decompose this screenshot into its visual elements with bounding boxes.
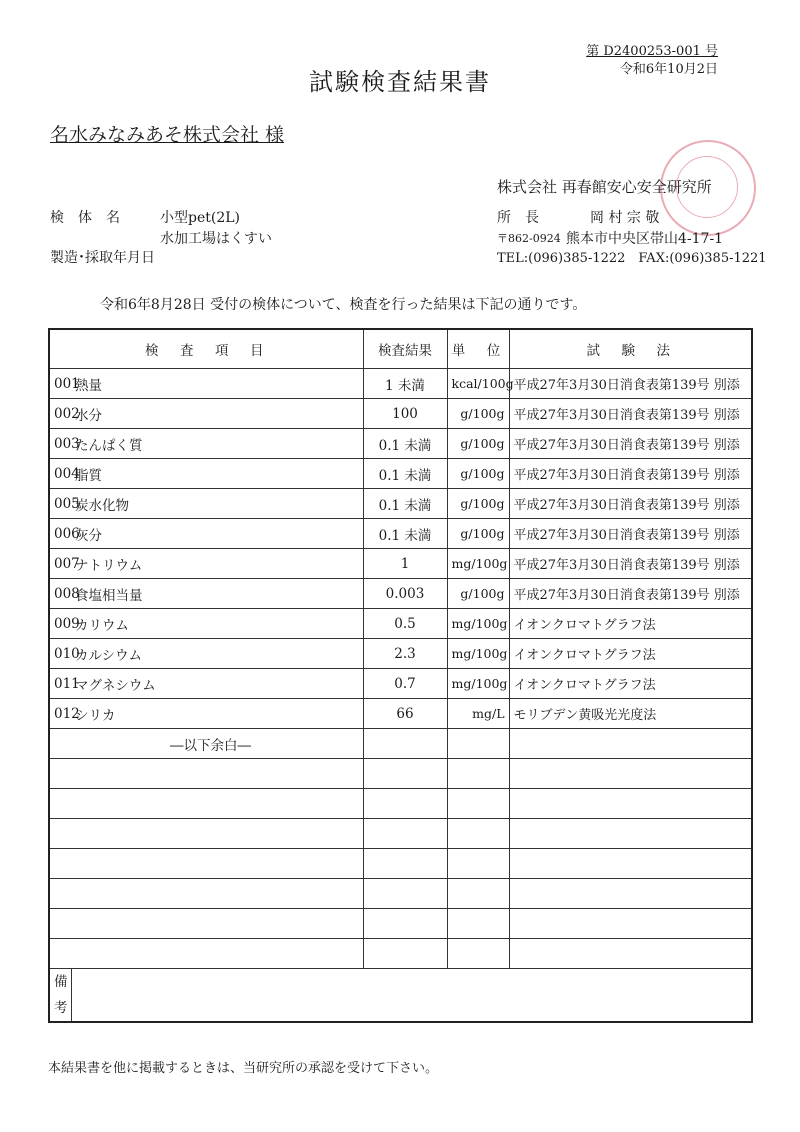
blank-row: [49, 939, 752, 969]
row-result: 0.7: [363, 669, 447, 699]
row-result: 2.3: [363, 639, 447, 669]
blank-row: [49, 819, 752, 849]
blank-row: [49, 789, 752, 819]
end-marker-row: [49, 729, 752, 759]
row-item: 灰分: [71, 519, 363, 549]
row-method: 平成27年3月30日消食表第139号 別添: [509, 399, 752, 429]
empty-cell: [363, 879, 447, 909]
empty-cell: [509, 939, 752, 969]
empty-cell: [447, 759, 509, 789]
row-unit: g/100g: [447, 459, 509, 489]
table-row: [49, 459, 752, 489]
header-unit: 単 位: [447, 329, 509, 369]
lab-phone-fax: TEL:(096)385-1222 FAX:(096)385-1221: [497, 251, 767, 266]
empty-cell: [363, 909, 447, 939]
row-unit: mg/100g: [447, 669, 509, 699]
row-unit: mg/100g: [447, 609, 509, 639]
empty-cell: [363, 729, 447, 759]
empty-cell: [447, 849, 509, 879]
empty-cell: [363, 819, 447, 849]
document-number: 第 D2400253-001 号: [586, 44, 718, 59]
row-number: 004: [49, 459, 71, 489]
row-method: 平成27年3月30日消食表第139号 別添: [509, 489, 752, 519]
lab-director-label: 所 長: [497, 210, 539, 226]
row-method: イオンクロマトグラフ法: [509, 669, 752, 699]
row-number: 001: [49, 369, 71, 399]
table-row: [49, 369, 752, 399]
row-unit: mg/100g: [447, 549, 509, 579]
empty-cell: [509, 759, 752, 789]
remarks-content: [71, 969, 752, 1023]
intro-text: 令和6年8月28日 受付の検体について、検査を行った結果は下記の通りです。: [100, 297, 587, 313]
row-number: 008: [49, 579, 71, 609]
row-number: 005: [49, 489, 71, 519]
row-result: 0.003: [363, 579, 447, 609]
row-result: 0.5: [363, 609, 447, 639]
empty-cell: [509, 909, 752, 939]
row-unit: mg/L: [447, 699, 509, 729]
table-row: [49, 429, 752, 459]
row-number: 002: [49, 399, 71, 429]
header-item: 検 査 項 目: [49, 329, 363, 369]
table-row: [49, 519, 752, 549]
row-number: 009: [49, 609, 71, 639]
row-number: 010: [49, 639, 71, 669]
empty-cell: [447, 939, 509, 969]
row-unit: mg/100g: [447, 639, 509, 669]
row-result: 0.1 未満: [363, 519, 447, 549]
empty-cell: [363, 849, 447, 879]
row-item: たんぱく質: [71, 429, 363, 459]
empty-cell: [363, 789, 447, 819]
table-row: [49, 699, 752, 729]
row-method: 平成27年3月30日消食表第139号 別添: [509, 459, 752, 489]
row-item: マグネシウム: [71, 669, 363, 699]
row-method: モリブデン黄吸光光度法: [509, 699, 752, 729]
row-result: 66: [363, 699, 447, 729]
row-number: 011: [49, 669, 71, 699]
table-header-row: [49, 329, 752, 369]
end-marker: ―以下余白―: [49, 729, 363, 759]
empty-cell: [49, 879, 363, 909]
table-row: [49, 669, 752, 699]
row-result: 100: [363, 399, 447, 429]
blank-row: [49, 909, 752, 939]
table-row: [49, 609, 752, 639]
production-date-label: 製造･採取年月日: [50, 250, 155, 266]
row-method: イオンクロマトグラフ法: [509, 609, 752, 639]
row-item: 脂質: [71, 459, 363, 489]
sample-name-label: 検 体 名: [50, 210, 120, 226]
blank-row: [49, 879, 752, 909]
row-unit: g/100g: [447, 399, 509, 429]
row-item: 食塩相当量: [71, 579, 363, 609]
row-number: 012: [49, 699, 71, 729]
row-result: 1 未満: [363, 369, 447, 399]
remarks-label: 備 考: [49, 969, 71, 1023]
row-item: 熱量: [71, 369, 363, 399]
empty-cell: [49, 909, 363, 939]
row-item: 水分: [71, 399, 363, 429]
empty-cell: [49, 759, 363, 789]
row-result: 0.1 未満: [363, 459, 447, 489]
table-row: [49, 639, 752, 669]
lab-name: 株式会社 再春館安心安全研究所: [497, 178, 712, 196]
header-method: 試 験 法: [509, 329, 752, 369]
lab-director-name: 岡 村 宗 敬: [590, 210, 660, 226]
row-number: 007: [49, 549, 71, 579]
row-result: 0.1 未満: [363, 489, 447, 519]
remarks-row: [49, 969, 752, 1023]
page-title: 試験検査結果書: [309, 68, 491, 96]
row-method: 平成27年3月30日消食表第139号 別添: [509, 549, 752, 579]
row-unit: g/100g: [447, 429, 509, 459]
blank-row: [49, 759, 752, 789]
empty-cell: [509, 819, 752, 849]
row-item: シリカ: [71, 699, 363, 729]
row-unit: g/100g: [447, 579, 509, 609]
table-row: [49, 489, 752, 519]
row-unit: g/100g: [447, 519, 509, 549]
client-name: [50, 120, 284, 147]
empty-cell: [447, 729, 509, 759]
row-item: カリウム: [71, 609, 363, 639]
document-date: 令和6年10月2日: [619, 62, 718, 77]
empty-cell: [363, 759, 447, 789]
row-result: 1: [363, 549, 447, 579]
row-number: 006: [49, 519, 71, 549]
empty-cell: [49, 849, 363, 879]
table-row: [49, 579, 752, 609]
header-result: 検査結果: [363, 329, 447, 369]
row-result: 0.1 未満: [363, 429, 447, 459]
empty-cell: [49, 819, 363, 849]
sample-source: 水加工場はくすい: [160, 231, 272, 247]
empty-cell: [49, 789, 363, 819]
empty-cell: [447, 879, 509, 909]
empty-cell: [509, 879, 752, 909]
lab-address: 熊本市中央区帯山4-17-1: [566, 231, 724, 247]
lab-postal-code: 〒862-0924: [497, 232, 561, 245]
empty-cell: [363, 939, 447, 969]
empty-cell: [447, 909, 509, 939]
row-item: 炭水化物: [71, 489, 363, 519]
row-method: 平成27年3月30日消食表第139号 別添: [509, 429, 752, 459]
empty-cell: [49, 939, 363, 969]
row-unit: g/100g: [447, 489, 509, 519]
row-method: 平成27年3月30日消食表第139号 別添: [509, 369, 752, 399]
blank-row: [49, 849, 752, 879]
empty-cell: [509, 729, 752, 759]
row-unit: kcal/100g: [447, 369, 509, 399]
client-name-text: 名水みなみあそ株式会社 様: [50, 124, 285, 146]
table-row: [49, 549, 752, 579]
footer-note: 本結果書を他に掲載するときは、当研究所の承認を受けて下さい。: [48, 1061, 439, 1076]
empty-cell: [447, 819, 509, 849]
empty-cell: [509, 849, 752, 879]
row-item: ナトリウム: [71, 549, 363, 579]
row-method: 平成27年3月30日消食表第139号 別添: [509, 579, 752, 609]
row-method: イオンクロマトグラフ法: [509, 639, 752, 669]
results-table: [48, 328, 753, 1023]
row-method: 平成27年3月30日消食表第139号 別添: [509, 519, 752, 549]
empty-cell: [447, 789, 509, 819]
row-number: 003: [49, 429, 71, 459]
row-item: カルシウム: [71, 639, 363, 669]
table-row: [49, 399, 752, 429]
empty-cell: [509, 789, 752, 819]
sample-name: 小型pet(2L): [160, 210, 241, 226]
